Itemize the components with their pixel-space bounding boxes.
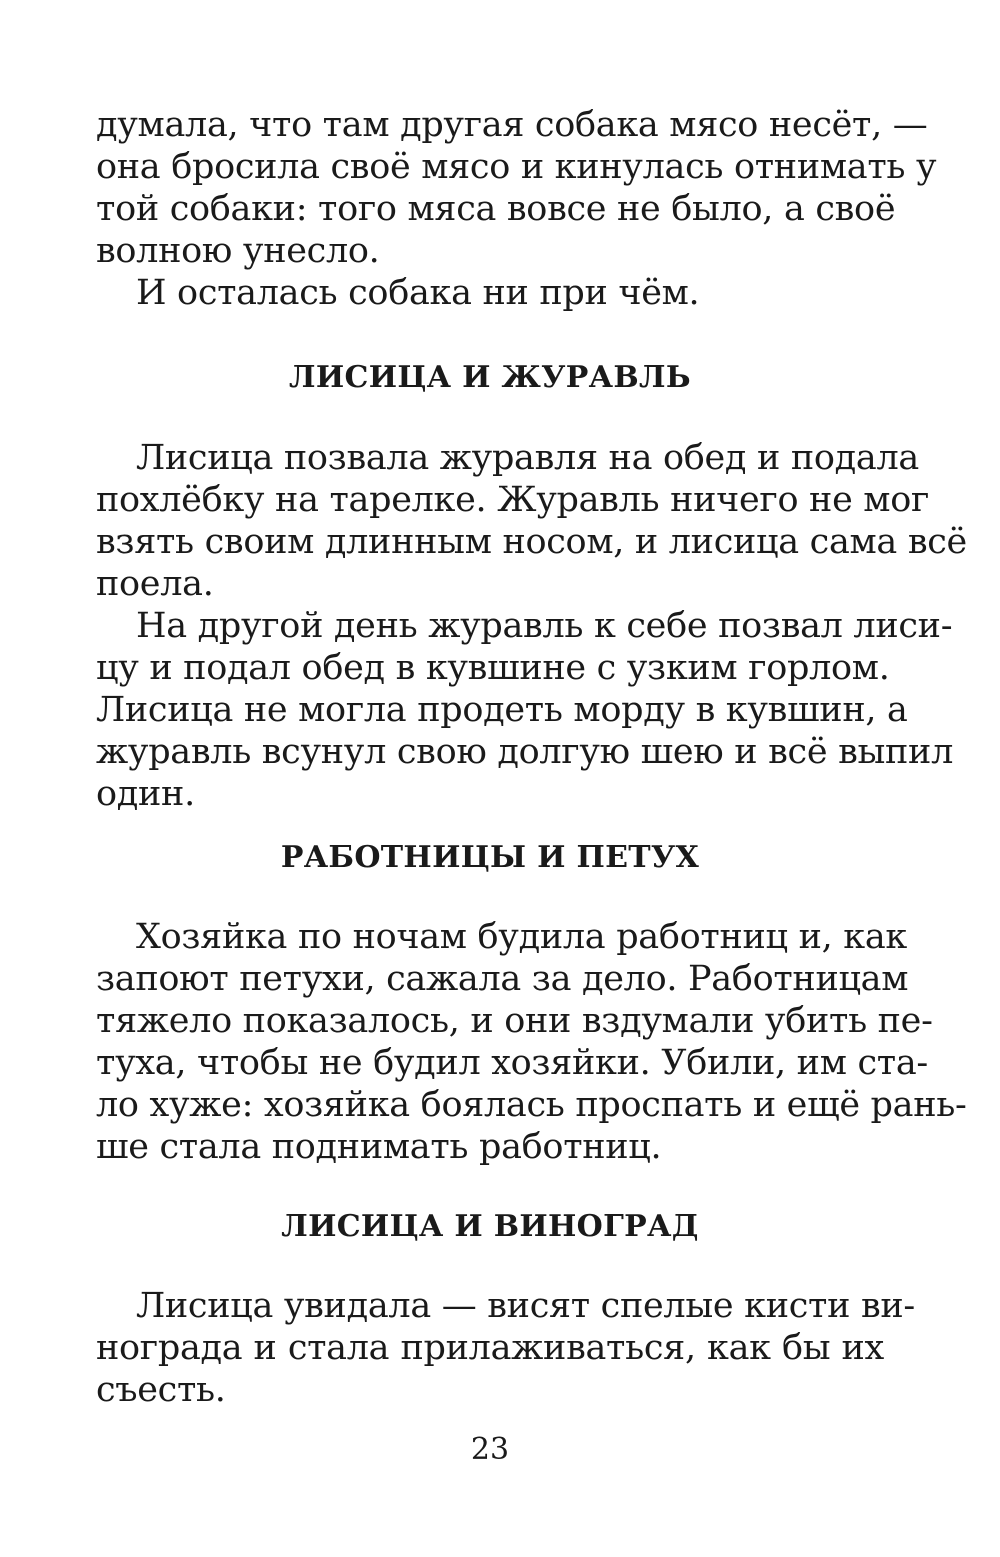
- story-title-fox-crane: ЛИСИЦА И ЖУРАВЛЬ: [289, 360, 691, 395]
- text-line: поела.: [96, 564, 214, 604]
- text-line: той собаки: того мяса вовсе не было, а своё: [96, 189, 896, 229]
- text-line: взять своим длинным носом, и лисица сама всё: [96, 522, 967, 562]
- text-line: один.: [96, 774, 195, 814]
- text-line: похлёбку на тарелке. Журавль ничего не мог: [96, 480, 930, 520]
- text-line: ло хуже: хозяйка боялась проспать и ещё рань-: [96, 1085, 967, 1125]
- text-line: думала, что там другая собака мясо несёт, —: [96, 105, 928, 145]
- text-line: цу и подал обед в кувшине с узким горлом.: [96, 648, 890, 688]
- text-line: Лисица увидала — висят спелые кисти ви-: [136, 1286, 915, 1326]
- text-line: Лисица позвала журавля на обед и подала: [136, 438, 919, 478]
- closing-line: И осталась собака ни при чём.: [136, 273, 700, 313]
- text-line: съесть.: [96, 1370, 226, 1410]
- page-number: 23: [470, 1432, 510, 1467]
- text-line: Лисица не могла продеть морду в кувшин, а: [96, 690, 908, 730]
- text-line: ше стала поднимать работниц.: [96, 1127, 662, 1167]
- story-title-workers-rooster: РАБОТНИЦЫ И ПЕТУХ: [280, 840, 700, 875]
- text-line: нограда и стала прилаживаться, как бы их: [96, 1328, 884, 1368]
- text-line: Хозяйка по ночам будила работниц и, как: [136, 917, 907, 957]
- text-line: тяжело показалось, и они вздумали убить пе-: [96, 1001, 933, 1041]
- text-line: журавль всунул свою долгую шею и всё выпил: [96, 732, 954, 772]
- text-line: туха, чтобы не будил хозяйки. Убили, им ста-: [96, 1043, 928, 1083]
- text-line: На другой день журавль к себе позвал лиси-: [136, 606, 953, 646]
- text-line: волною унесло.: [96, 231, 380, 271]
- text-line: она бросила своё мясо и кинулась отнимать у: [96, 147, 937, 187]
- story-title-fox-grapes: ЛИСИЦА И ВИНОГРАД: [281, 1209, 699, 1244]
- text-line: запоют петухи, сажала за дело. Работницам: [96, 959, 909, 999]
